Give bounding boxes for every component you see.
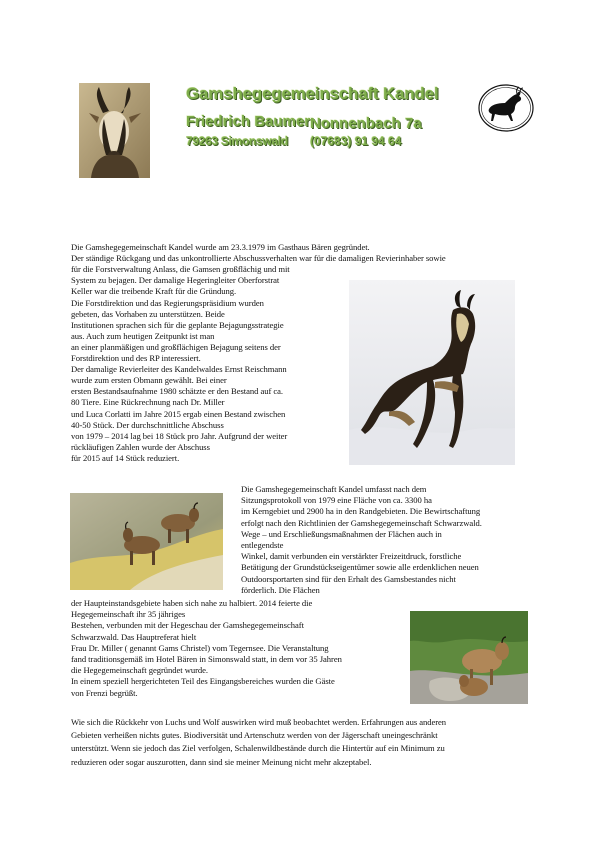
text-line: Hegegemeinschaft ihr 35 jähriges	[71, 609, 186, 620]
text-line: 80 Tiere. Eine Rückrechnung nach Dr. Miller	[71, 397, 225, 408]
chamois-in-snow-photo	[349, 280, 515, 465]
text-line: Bestehen, verbunden mit der Hegeschau der Gamshegegemeinschaft	[71, 620, 304, 631]
person-name: Friedrich Baumer	[186, 113, 311, 130]
text-line: Winkel, damit verbunden ein verstärkter Freizeitdruck, forstliche	[241, 551, 462, 562]
text-line: wurde zum ersten Obmann gewählt. Bei einer	[71, 375, 227, 386]
text-line: Sitzungsprotokoll von 1979 eine Fläche von ca. 3300 ha	[241, 495, 432, 506]
text-line: aus. Auch zum heutigen Zeitpunkt ist man	[71, 330, 215, 341]
text-line: im Kerngebiet und 2900 ha in den Randgebieten. Die Bewirtschaftung	[241, 506, 481, 517]
text-line: Wege – und Erschließungsmaßnahmen der Flächen auch in	[241, 528, 442, 539]
text-line: Gebieten verheißen nichts gutes. Biodiversität und Artenschutz werden von der Jägerschaft uneingeschränkt	[71, 730, 438, 741]
text-line: Der ständige Rückgang und das unkontrollierte Abschussverhalten war für die damaligen Revierinhaber sowie	[71, 253, 446, 264]
text-line: Schwarzwald. Das Hauptreferat hielt	[71, 631, 197, 642]
text-line: entlegendste	[241, 540, 284, 550]
text-line: Outdoorsportarten sind für den Erhalt des Gamsbestandes nicht	[241, 573, 456, 584]
text-line: Der damalige Revierleiter des Kandelwaldes Ernst Reischmann	[71, 364, 287, 375]
address-street: Nonnenbach 7a	[310, 115, 422, 132]
text-line: 40-50 Stück. Der durchschnittliche Abschuss	[71, 419, 224, 430]
text-line: In einem speziell hergerichteten Teil des Eingangsbereiches wurden die Gäste	[71, 676, 335, 687]
address-city: 79263 Simonswald	[186, 134, 288, 148]
chamois-in-grass-photo	[410, 611, 528, 704]
org-name: Gamshegegemeinschaft Kandel	[186, 84, 439, 103]
text-line: Die Gamshegegemeinschaft Kandel wurde am 23.3.1979 im Gasthaus Bären gegründet.	[71, 242, 370, 252]
text-line: ersten Bestandsaufnahme 1980 schätzte er den Bestand auf ca.	[71, 386, 283, 397]
text-line: Institutionen sprachen sich für die geplante Bejagungsstrategie	[71, 319, 284, 330]
text-line: Keller war die treibende Kraft für die Gründung.	[71, 286, 237, 297]
text-line: und Luca Corlatti im Jahre 2015 ergab einen Bestand zwischen	[71, 408, 286, 419]
text-line: von 1979 – 2014 lag bei 18 Stück pro Jahr. Aufgrund der weiter	[71, 430, 288, 441]
text-line: Die Forstdirektion und das Regierungspräsidium wurden	[71, 297, 264, 308]
text-line: unterstützt. Wenn sie jedoch das Ziel verfolgen, Schalenwildbestände durch die Hintertür auf ein Minimum zu	[71, 743, 445, 754]
text-line: Betätigung der Grundstückseigentümer sowie alle erdenklichen neuen	[241, 562, 479, 573]
chamois-on-rocks-photo	[70, 493, 223, 590]
chamois-portrait-photo	[79, 83, 150, 178]
text-line: förderlich. Die Flächen	[241, 584, 320, 595]
text-line: gebeten, das Vorhaben zu unterstützen. Beide	[71, 308, 225, 319]
text-line: der Haupteinstandsgebiete haben sich nahe zu halbiert. 2014 feierte die	[71, 598, 313, 608]
text-line: rückläufigen Zahlen wurde der Abschuss	[71, 441, 210, 452]
text-line: Frau Dr. Miller ( genannt Gams Christel) vom Tegernsee. Die Veranstaltung	[71, 642, 329, 653]
text-line: für 2015 auf 14 Stück reduziert.	[71, 452, 180, 463]
text-line: reduzieren oder sogar auszurotten, dann sind sie meiner Meinung nicht mehr akzeptabel.	[71, 756, 372, 767]
text-line: Die Gamshegegemeinschaft Kandel umfasst nach dem	[241, 484, 427, 494]
text-line: Wie sich die Rückkehr von Luchs und Wolf auswirken wird muß beobachtet werden. Erfahrungen aus anderen	[71, 717, 447, 727]
text-line: für die Forstverwaltung Anlass, die Gamsen großflächig und mit	[71, 264, 290, 275]
text-line: fand traditionsgemäß im Hotel Bären in Simonswald statt, in dem vor 35 Jahren	[71, 654, 342, 664]
chamois-silhouette-logo	[477, 83, 535, 133]
address-phone: (07683) 91 94 64	[310, 134, 402, 148]
text-line: erfolgt nach den Richtlinien der Gamshegegemeinschaft Schwarzwald.	[241, 517, 482, 528]
text-line: an einer planmäßigen und großflächigen Bejagung seitens der	[71, 341, 281, 352]
text-line: Forstdirektion und des RP interessiert.	[71, 353, 201, 363]
text-line: die Hegegemeinschaft gegründet wurde.	[71, 665, 209, 676]
text-line: von Frenzi begrüßt.	[71, 687, 138, 698]
text-line: System zu bejagen. Der damalige Hegeringleiter Oberforstrat	[71, 275, 280, 286]
